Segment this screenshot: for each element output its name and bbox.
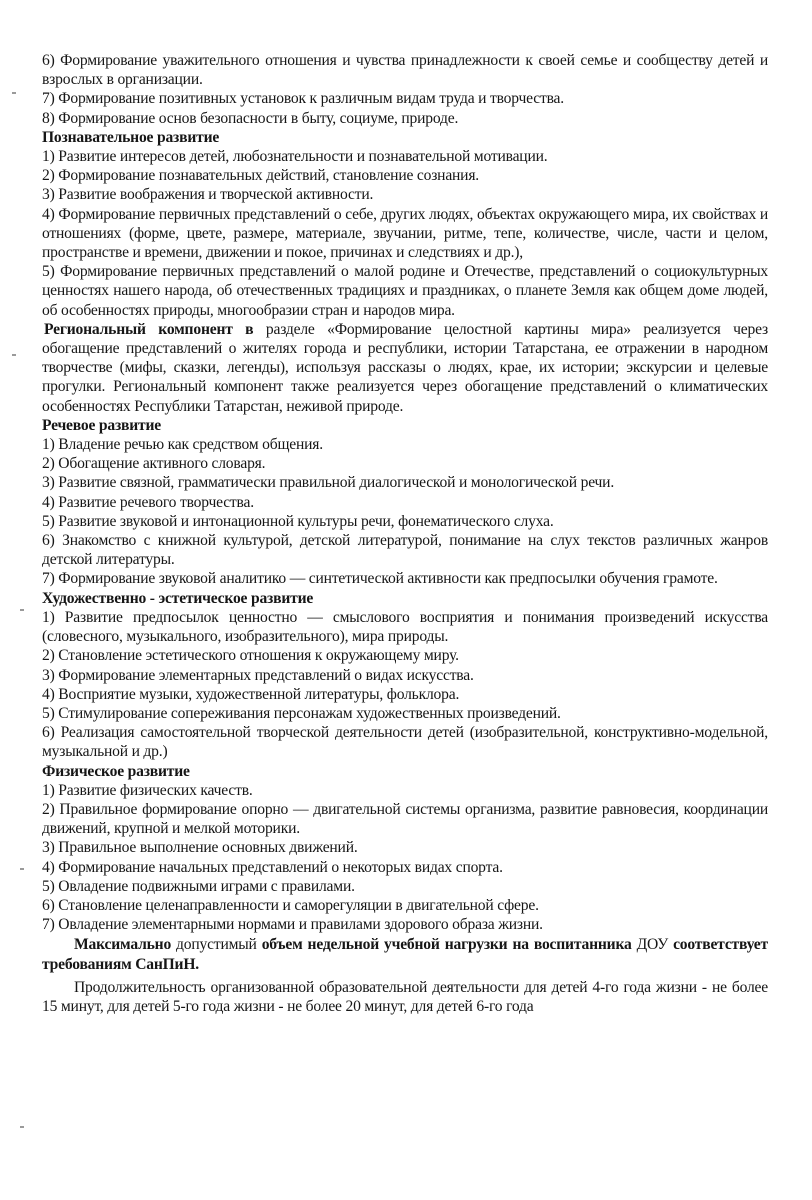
load-text-2: допустимый (171, 936, 262, 954)
list-item: 3) Формирование элементарных представлений о видах искусства. (42, 666, 474, 684)
weekly-load-paragraph (42, 935, 768, 973)
list-item: 1) Развитие интересов детей, любознательности и познавательной мотивации. (42, 148, 548, 166)
list-item: 5) Овладение подвижными играми с правилами. (42, 877, 355, 895)
list-item: 5) Стимулирование сопереживания персонажам художественных произведений. (42, 704, 561, 722)
scan-speck (20, 868, 24, 870)
list-item: 6) Знакомство с книжной культурой, детской литературой, понимание на слух текстов различных жанров детской литературы. (42, 532, 768, 569)
list-item: 4) Восприятие музыки, художественной литературы, фольклора. (42, 685, 460, 703)
regional-component-paragraph (42, 320, 768, 416)
scan-speck (20, 609, 24, 611)
list-item: 2) Становление эстетического отношения к окружающему миру. (42, 647, 459, 665)
list-item: 4) Формирование первичных представлений о себе, других людях, объектах окружающего мира, их свойствах и отношениях (форме, цвете, размере, материале, звучании, ритме, тепе, количестве, числе, части и целом, пространстве и времени, движении и покое, причинах и следствиях и др.), (42, 205, 768, 262)
list-item: 1) Владение речью как средством общения. (42, 436, 323, 454)
list-item: 4) Развитие речевого творчества. (42, 493, 254, 511)
list-item: 6) Становление целенаправленности и саморегуляции в двигательной сфере. (42, 896, 539, 914)
list-item: 8) Формирование основ безопасности в быту, социуме, природе. (42, 109, 459, 127)
section-heading-artistic: Художественно - эстетическое развитие (42, 589, 314, 607)
list-item: 1) Развитие физических качеств. (42, 781, 253, 799)
scan-speck (20, 1126, 24, 1128)
list-item: 3) Развитие связной, грамматически правильной диалогической и монологической речи. (42, 474, 615, 492)
document-page (42, 51, 768, 1016)
list-item: 7) Формирование позитивных установок к различным видам труда и творчества. (42, 90, 564, 108)
scan-speck (12, 354, 16, 356)
list-item: 6) Реализация самостоятельной творческой деятельности детей (изобразительной, конструктивно-модельной, музыкальной и др.) (42, 724, 768, 761)
list-item: 3) Правильное выполнение основных движений. (42, 839, 358, 857)
load-text-4: ДОУ (631, 936, 674, 954)
list-item: 2) Обогащение активного словаря. (42, 455, 266, 473)
list-item: 2) Формирование познавательных действий, становление сознания. (42, 167, 480, 185)
list-item: 3) Развитие воображения и творческой активности. (42, 186, 374, 204)
list-item: 5) Формирование первичных представлений о малой родине и Отечестве, представлений о социокультурных ценностях нашего народа, об отечественных традициях и праздниках, о планете Земля как общем доме людей, об особенностях природы, многообразии стран и народов мира. (42, 263, 768, 319)
duration-paragraph: Продолжительность организованной образовательной деятельности для детей 4-го года жизни - не более 15 минут, для детей 5-го года жизни - не более 20 минут, для детей 6-го года (42, 978, 768, 1015)
list-item: 4) Формирование начальных представлений о некоторых видах спорта. (42, 858, 503, 876)
section-heading-cognitive: Познавательное развитие (42, 128, 220, 146)
section-heading-speech: Речевое развитие (42, 416, 162, 434)
load-bold-1: Максимально (74, 936, 172, 954)
list-item: 2) Правильное формирование опорно — двигательной системы организма, развитие равновесия, координации движений, крупной и мелкой моторики. (42, 800, 768, 838)
list-item: 7) Формирование звуковой аналитико — синтетической активности как предпосылки обучения грамоте. (42, 570, 718, 588)
list-item: 7) Овладение элементарными нормами и правилами здорового образа жизни. (42, 916, 543, 934)
list-item: 5) Развитие звуковой и интонационной культуры речи, фонематического слуха. (42, 512, 554, 530)
section-heading-physical: Физическое развитие (42, 762, 190, 780)
list-item: 1) Развитие предпосылок ценностно — смыслового восприятия и понимания произведений искусства (словесного, музыкального, изобразительного), мира природы. (42, 608, 768, 646)
regional-text: разделе «Формирование целостной картины мира» реализуется через обогащение представлений о жителях города и республики, истории Татарстана, ее отражении в народном творчестве (мифы, сказки, легенды), используя рассказы о людях, крае, их истории; экскурсии и целевые прогулки. Региональный компонент также реализуется через обогащение представлений о климатических особенностях Республики Татарстан, неживой природе. (42, 320, 768, 415)
list-item: 6) Формирование уважительного отношения и чувства принадлежности к своей семье и сообществу детей и взрослых в организации. (42, 52, 768, 89)
scan-speck (12, 92, 16, 94)
regional-lead: Региональный компонент в (44, 320, 254, 338)
load-bold-5: соответствует требованиям СанПиН. (42, 936, 768, 973)
load-bold-3: объем недельной учебной нагрузки на воспитанника (261, 936, 632, 954)
